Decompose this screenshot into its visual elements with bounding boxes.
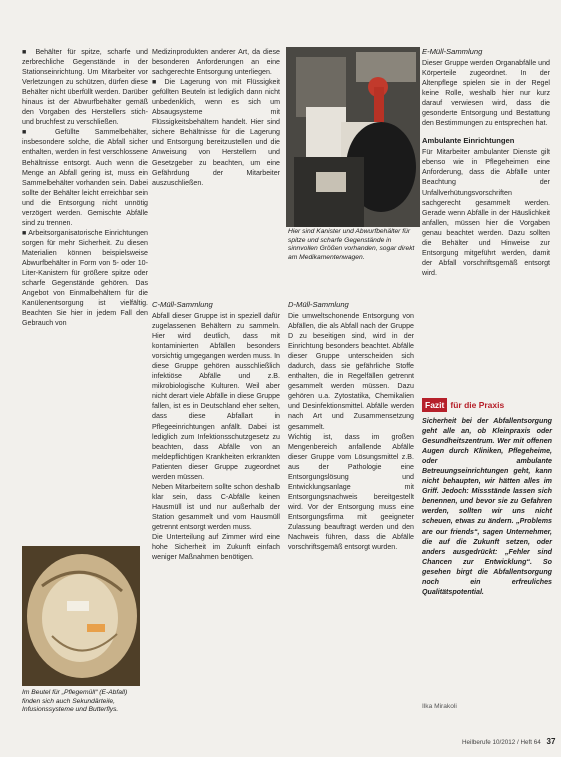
text-column-1 [22, 47, 148, 545]
fazit-header [422, 398, 552, 412]
paragraph: ■ Die Lagerung von mit Flüssigkeit gefüllten Beuteln ist lediglich dann nicht unbedenklich, wenn es sich um Absaugsysteme mit Flüssigkeitsbehältern handelt. Hier sind sichere Behältnisse für die Lagerung und Entsorgung bereitzustellen und die Anweisung von Herstellern und Gesetzgeber zu beachten, um eine Gefährdung der Mitarbeiter auszuschließen. [152, 78, 280, 187]
paragraph: Die Unterteilung auf Zimmer wird eine hohe Sicherheit im Zukunft einfach weniger Maßnahmen benötigen. [152, 533, 280, 562]
section-heading: C-Müll-Sammlung [152, 300, 213, 309]
paragraph: Neben Mitarbeitern sollte schon deshalb klar sein, dass C-Abfälle keinen Hausmüll ist und nur außerhalb der Station gesammelt und vom Hausmüll getrennt entsorgt werden muss. [152, 482, 280, 531]
paragraph: Medizinprodukten anderer Art, da diese besonderen Anforderungen an eine sachgerechte Entsorgung unterliegen. [152, 48, 280, 77]
text-column-3 [288, 300, 414, 736]
author-name: Ilka Mirakoli [422, 703, 457, 710]
fazit-title: für die Praxis [450, 400, 505, 410]
photo-waste-containers [286, 47, 420, 227]
journal-name: Heilberufe 10/2012 / Heft 64 [462, 739, 541, 746]
photo-illustration [22, 546, 140, 686]
paragraph: ■ Behälter für spitze, scharfe und zerbrechliche Gegenstände in der Stationseinrichtung. Um Mitarbeiter vor Verletzungen zu schützen, dürfen diese Behälter nicht überfüllt werden. Darüber hinaus ist der Abwurfbehälter gemäß den Vorgaben des Herstellers stich- und bruchfest zu verschließen. [22, 48, 148, 127]
paragraph: Für Mitarbeiter ambulanter Dienste gilt ebenso wie in Pflegeheimen eine Anforderung, dass die Abfälle unter Beachtung der Unfallverhütungsvorschriften sachgerecht gesammelt werden. Gerade wenn Abfälle in der Häuslichkeit anfallen, müssen hier die Vorgaben genau beachtet werden. Dazu sollten die Behälter und Hinweise zur Entsorgung mitgeführt werden, damit der Abfall vorschriftsgemäß entsorgt wird. [422, 148, 550, 277]
section-heading: E-Müll-Sammlung [422, 47, 483, 56]
section-heading: Ambulante Einrichtungen [422, 136, 515, 146]
paragraph: Dieser Gruppe werden Organabfälle und Körperteile zugeordnet. In der Altenpflege spielen sie in der Regel keine Rolle, weshalb hier nur kurz darauf verwiesen wird, dass die gesonderte Entsorgung und Bestattung den Bestimmungen zu entsprechen hat. [422, 59, 550, 128]
text-column-2-top [152, 47, 280, 295]
fazit-text: Sicherheit bei der Abfallentsorgung geht alle an, ob Kleinpraxis oder Gesundheitszentrum. Wer mit offenen Augen durch Kliniken, Pflegeheime, oder ambulante Betreuungseinrichtungen geht, kann nicht behaupten, wir hätten alles im Griff. Jedoch: Missstände lassen sich benennen, und bevor sie zu Gefahren werden, sollten wir uns nicht scheuen, etwas zu ändern. „Problems are our friends“, sagen Unternehmer, die auf die Zukunft setzen, oder anders ausgedrückt: „Fehler sind Chancen zur Entwicklung“. So gesehen birgt die Abfallentsorgung noch ein erfreuliches Qualitätspotential. [422, 417, 552, 596]
section-heading: D-Müll-Sammlung [288, 300, 349, 309]
photo-waste-bag [22, 546, 140, 686]
page-number: 37 [546, 737, 556, 746]
text-column-2-bottom [152, 300, 280, 736]
photo-illustration [286, 47, 420, 227]
paragraph: Die umweltschonende Entsorgung von Abfällen, die als Abfall nach der Gruppe D zu beseitigen sind, wird in der Einrichtung besonders beachtet. Abfälle dieser Gruppe unterscheiden sich dadurch, dass sie gefährliche Stoffe enthalten, die in Regelfällen getrennt gesammelt werden müssen. Dazu gehören u.a. Zytostatika, Chemikalien und Desinfektionsmittel. Abfälle werden nach Art und Zusammensetzung gesammelt. [288, 312, 414, 431]
photo-caption: Hier sind Kanister und Abwurfbehälter für spitze und scharfe Gegenstände in sinnvollen Größen vorhanden, sogar direkt am Medikamentenwagen. [288, 228, 415, 262]
paragraph: Wichtig ist, dass im großen Mengenbereich anfallende Abfälle dieser Gruppe vom Lösungsmittel z.B. aus der Pathologie eine Entsorgungslösung und Entwicklungsanlage mit Entsorgungsnachweis bereitgestellt wird. Vor der Entsorgung muss eine Entsorgungsfirma mit geeigneter Zulassung beauftragt werden und den Nachweis führen, dass die Abfälle vorschriftsgemäß entsorgt wurden. [288, 432, 414, 552]
page-footer [462, 737, 555, 746]
paragraph: ■ Gefüllte Sammelbehälter, insbesondere solche, die Abfall sicher enthalten, werden in fest verschlossene Behältnisse entsorgt. Auch wenn die Menge an Abfall gering ist, muss ein Sammelbehälter vorhanden sein. Dabei sollte der Behälter leicht erreichbar sein und die Entsorgung nicht unnötig verzögert werden. Gemischte Abfälle sind zu trennen. [22, 128, 148, 227]
fazit-tag: Fazit [422, 398, 447, 412]
paragraph: ■ Arbeitsorganisatorische Einrichtungen sorgen für mehr Sicherheit. Zu diesen Materialien können beispielsweise Abwurfbehälter in Form von 5- oder 10-Liter-Kanistern für größere spitze oder scharfe Gegenstände gehören. Das Angebot von Einmalbehältern für die Kanülenentsorgung ist vielfältig. Beachten Sie hier in jedem Fall den Gebrauch von [22, 228, 148, 328]
paragraph: Abfall dieser Gruppe ist in speziell dafür zugelassenen Behältern zu sammeln. Hier wird deutlich, dass mit kontaminierten Abfällen besonders vorsichtig umgegangen werden muss. In diese Gruppe gehören ausschließlich infektiöse Abfälle und z.B. mikrobiologische Kulturen. Weil aber nicht derart viele Abfälle in diese Gruppe fallen, ist es in Deutschland eher selten, dass diese Abfallart in Pflegeeinrichtungen anfällt. Dabei ist lediglich zum Infektionsschutzgesetz zu beachten, dass Abfälle von an meldepflichtigen Krankheiten erkrankten Patienten dieser Gruppe zugeordnet werden müssen. [152, 312, 280, 481]
photo-caption: Im Beutel für „Pflegemüll“ (E-Abfall) finden sich auch Sekundärteile, Infusionssysteme und Butterflys. [22, 689, 128, 714]
text-column-4 [422, 47, 550, 747]
